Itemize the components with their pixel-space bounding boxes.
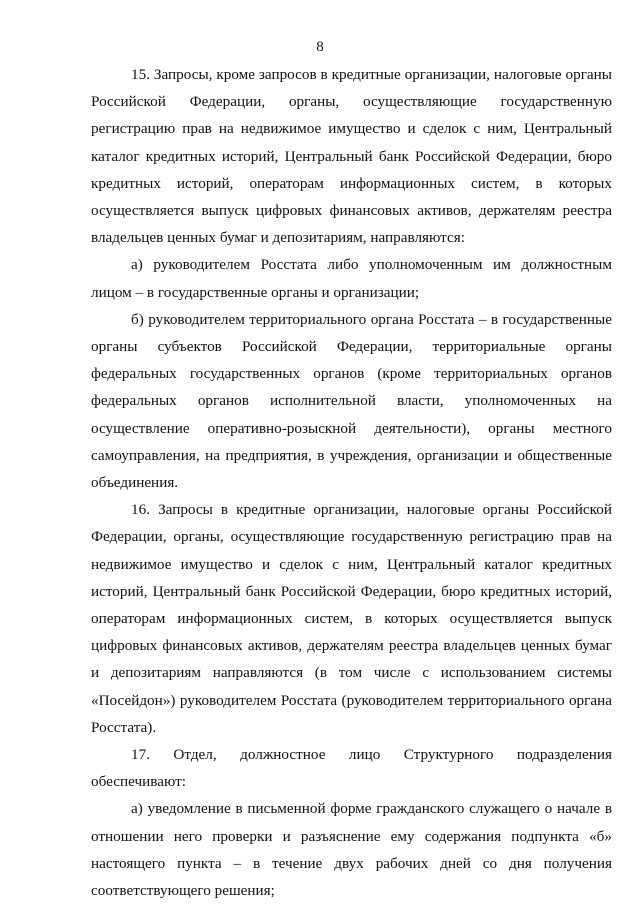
- document-body: [91, 61, 612, 904]
- paragraph-17-a: а) уведомление в письменной форме гражданского служащего о начале в отношении него проверки и разъяснение ему содержания подпункта «б» настоящего пункта – в течение двух рабочих дней со дня получения соответствующего решения;: [91, 800, 612, 900]
- paragraph-15-b: б) руководителем территориального органа Росстата – в государственные органы субъектов Российской Федерации, территориальные органы федеральных государственных органов (кроме территориальных органов федеральных органов исполнительной власти, уполномоченных на осуществление оперативно-розыскной деятельности), органы местного самоуправления, на предприятия, в учреждения, организации и общественные объединения.: [91, 310, 612, 492]
- paragraph-16: 16. Запросы в кредитные организации, налоговые органы Российской Федерации, органы, осуществляющие государственную регистрацию прав на недвижимое имущество и сделок с ним, Центральный каталог кредитных историй, Центральный банк Российской Федерации, бюро кредитных историй, операторам информационных систем, в которых осуществляется выпуск цифровых финансовых активов, держателям реестра владельцев ценных бумаг и депозитариям направляются (в том числе с использованием системы «Посейдон») руководителем Росстата (руководителем территориального органа Росстата).: [91, 501, 612, 736]
- paragraph-17: 17. Отдел, должностное лицо Структурного подразделения обеспечивают:: [91, 746, 612, 791]
- paragraph-15: 15. Запросы, кроме запросов в кредитные организации, налоговые органы Российской Федерации, органы, осуществляющие государственную регистрацию прав на недвижимое имущество и сделок с ним, Центральный каталог кредитных историй, Центральный банк Российской Федерации, бюро кредитных историй, операторам информационных систем, в которых осуществляется выпуск цифровых финансовых активов, держателям реестра владельцев ценных бумаг и депозитариям, направляются:: [91, 66, 612, 247]
- page-number: 8: [316, 39, 324, 55]
- paragraph-15-a: а) руководителем Росстата либо уполномоченным им должностным лицом – в государственные органы и организации;: [91, 256, 612, 301]
